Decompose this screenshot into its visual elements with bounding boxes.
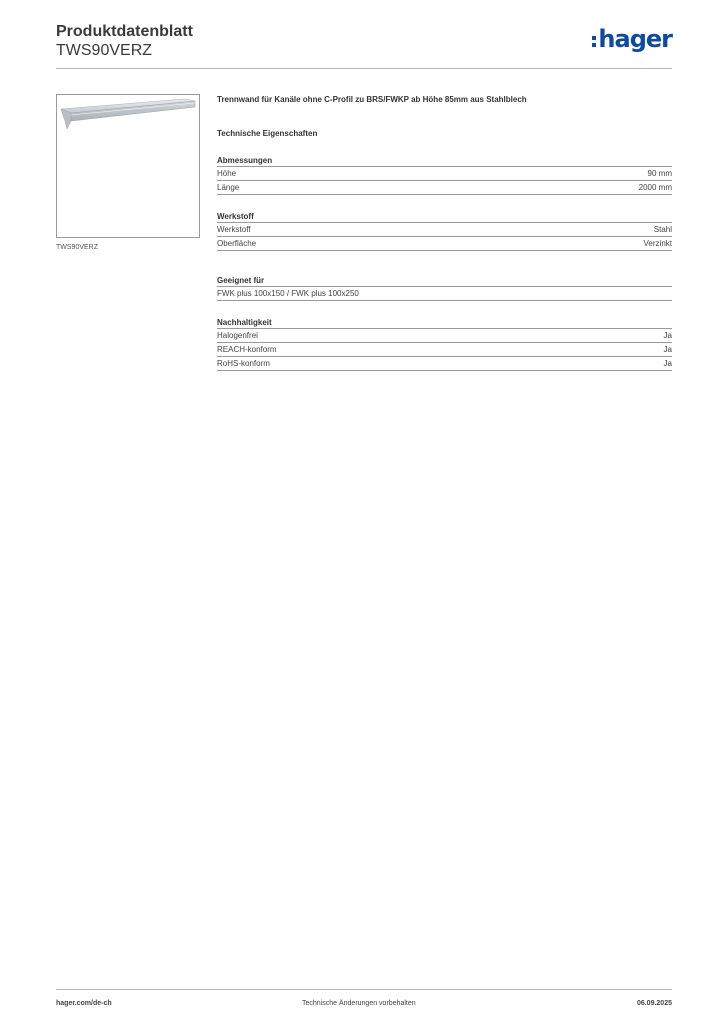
- spec-label: FWK plus 100x150 / FWK plus 100x250: [217, 289, 359, 298]
- spec-row: [217, 329, 672, 343]
- product-image: [56, 94, 200, 238]
- spec-label: Länge: [217, 183, 240, 192]
- spec-group-sustainability: [217, 317, 672, 371]
- product-description: Trennwand für Kanäle ohne C-Profil zu BRS/FWKP ab Höhe 85mm aus Stahlblech: [217, 95, 527, 104]
- spec-row: [217, 343, 672, 357]
- partition-wall-icon: [57, 95, 199, 237]
- spec-group-title: Abmessungen: [217, 155, 672, 167]
- spec-row: [217, 287, 672, 301]
- spec-row: [217, 181, 672, 195]
- spec-row: [217, 237, 672, 251]
- spec-row: [217, 357, 672, 371]
- spec-group-title: Werkstoff: [217, 211, 672, 223]
- spec-label: Höhe: [217, 169, 237, 178]
- spec-group-dimensions: [217, 155, 672, 195]
- footer-divider: [56, 989, 672, 990]
- spec-value: 90 mm: [647, 169, 672, 178]
- image-caption: TWS90VERZ: [56, 244, 99, 251]
- document-title: Produktdatenblatt: [56, 23, 193, 40]
- spec-row: [217, 223, 672, 237]
- hager-logo[interactable]: [592, 24, 672, 54]
- article-number: TWS90VERZ: [56, 42, 153, 59]
- spec-label: Oberfläche: [217, 239, 257, 248]
- spec-group-title: Nachhaltigkeit: [217, 317, 672, 329]
- spec-label: Halogenfrei: [217, 331, 258, 340]
- page-footer: [56, 998, 672, 1010]
- logo-dots-icon: [592, 34, 596, 48]
- spec-group-title: Geeignet für: [217, 275, 672, 287]
- header-divider: [56, 68, 672, 69]
- spec-group-material: [217, 211, 672, 251]
- technical-properties-heading: Technische Eigenschaften: [217, 129, 318, 138]
- spec-value: Ja: [663, 345, 672, 354]
- spec-value: Ja: [663, 359, 672, 368]
- spec-label: REACH-konform: [217, 345, 277, 354]
- document-date: 06.09.2025: [636, 1000, 672, 1007]
- spec-group-suitable-for: [217, 275, 672, 301]
- spec-label: RoHS-konform: [217, 359, 270, 368]
- spec-value: Stahl: [653, 225, 672, 234]
- spec-value: Ja: [663, 331, 672, 340]
- logo-text: hager: [598, 25, 672, 53]
- website-link[interactable]: hager.com/de-ch: [56, 1000, 112, 1007]
- spec-value: 2000 mm: [638, 183, 672, 192]
- spec-value: Verzinkt: [643, 239, 672, 248]
- page-header: [56, 20, 672, 70]
- disclaimer-text: Technische Änderungen vorbehalten: [302, 1000, 416, 1007]
- spec-label: Werkstoff: [217, 225, 251, 234]
- spec-row: [217, 167, 672, 181]
- product-details: [217, 94, 672, 371]
